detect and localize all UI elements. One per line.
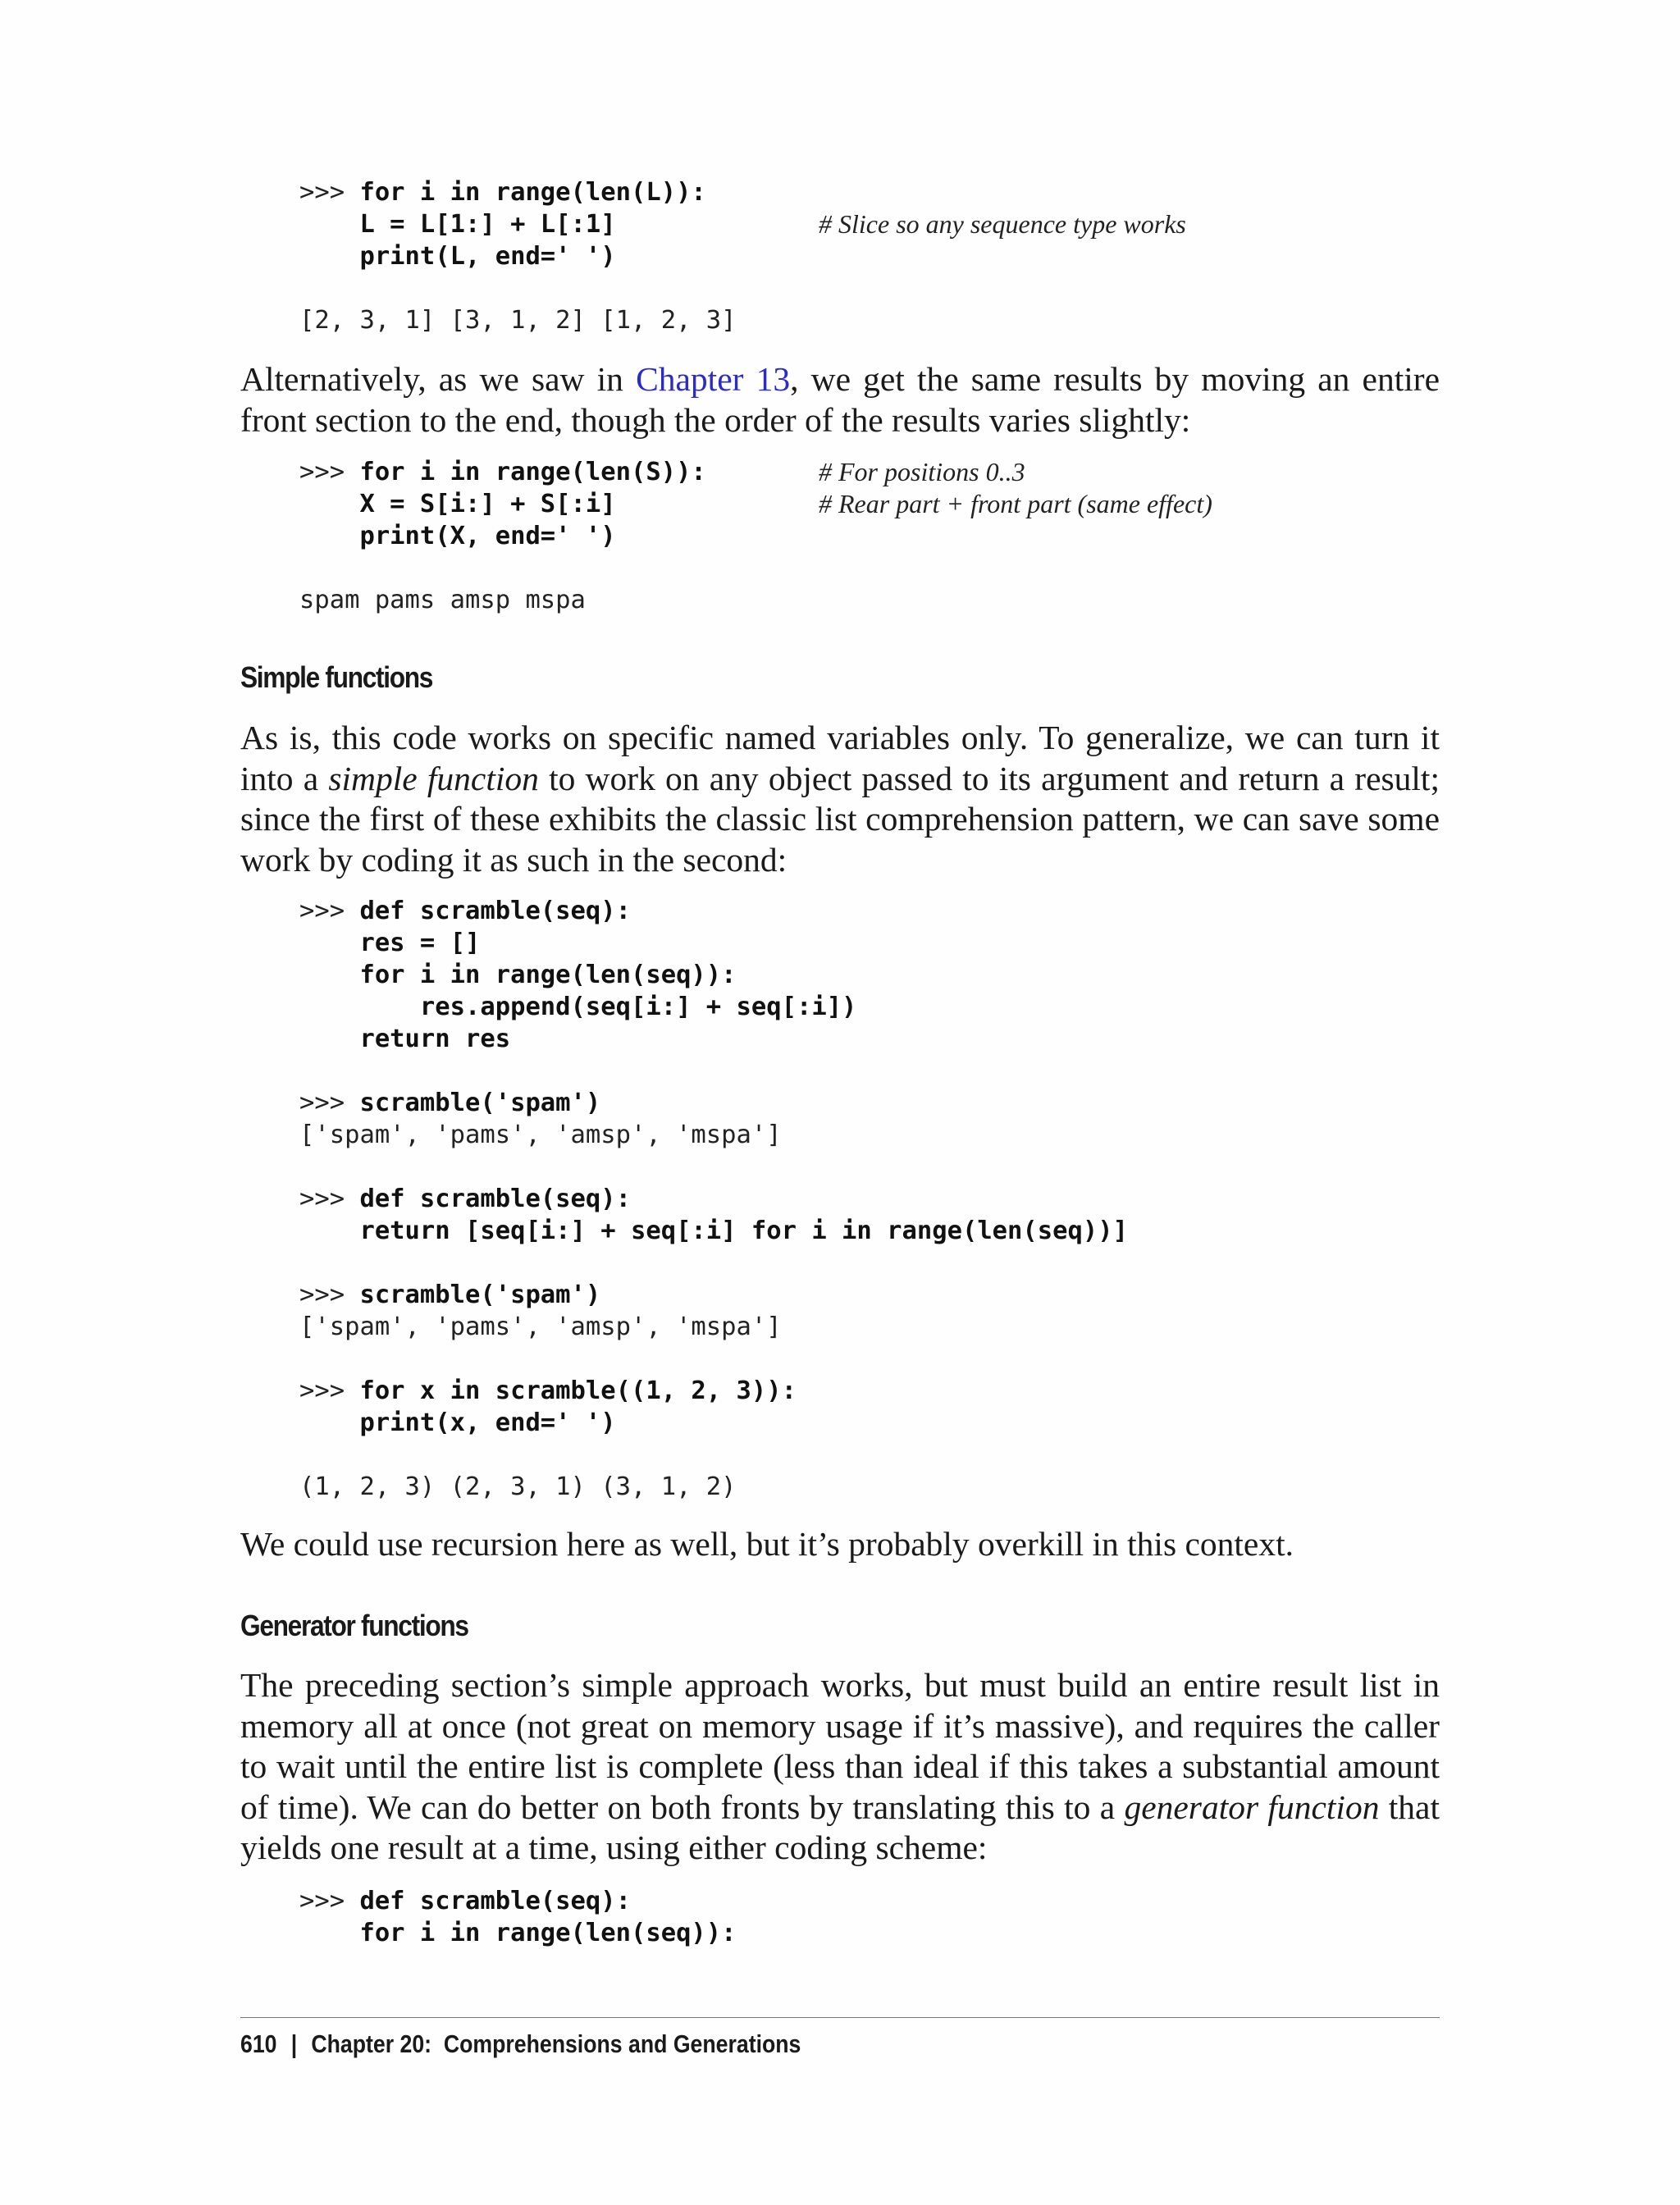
paragraph-text: to work on any object passed to its argument and return a result; since the first of these exhibits the classic list comprehension pattern, we can save some work by coding it as such in the second: — [240, 759, 1440, 879]
code-line: print(X, end=' ') — [359, 522, 616, 550]
code-line: for i in range(len(S)): — [359, 458, 706, 486]
code-line: print(L, end=' ') — [359, 242, 616, 271]
paragraph-text: , we get the same results by moving an entire front section to the end, though the order of the results varies slightly: — [240, 360, 1440, 439]
code-prompt: >>> — [299, 1887, 360, 1915]
code-line: res.append(seq[i:] + seq[:i]) — [419, 993, 857, 1021]
section-heading: Simple functions — [240, 660, 433, 694]
code-line: for i in range(len(seq)): — [359, 961, 737, 989]
paragraph: We could use recursion here as well, but it’s probably overkill in this context. — [240, 1525, 1294, 1563]
code-output: [2, 3, 1] [3, 1, 2] [1, 2, 3] — [299, 306, 737, 335]
code-output: spam pams amsp mspa — [299, 586, 586, 614]
running-chapter-title: Chapter 20: Comprehensions and Generations — [311, 2029, 801, 2058]
code-block-slice-loop — [299, 176, 737, 336]
code-prompt: >>> — [299, 1089, 360, 1117]
code-line: for x in scramble((1, 2, 3)): — [359, 1376, 797, 1405]
code-block-rotate-loop — [299, 456, 706, 616]
code-prompt: >>> — [299, 1185, 360, 1213]
code-comment: # For positions 0..3 — [819, 457, 1025, 486]
paragraph — [240, 359, 1440, 441]
paragraph-text: that yields one result at a time, using either coding scheme: — [240, 1787, 1440, 1866]
code-line: def scramble(seq): — [359, 1185, 631, 1213]
code-prompt: >>> — [299, 897, 360, 925]
code-line: return res — [359, 1025, 511, 1053]
paragraph-text: As is, this code works on specific named variables only. To generalize, we can turn it into a — [240, 719, 1440, 797]
code-line: res = [] — [359, 929, 481, 957]
section-heading: Generator functions — [240, 1609, 468, 1642]
code-line: return [seq[i:] + seq[:i] for i in range(len(seq))] — [359, 1217, 1128, 1245]
code-line: def scramble(seq): — [359, 1887, 631, 1915]
code-prompt: >>> — [299, 178, 360, 207]
emphasis-text: generator function — [1124, 1787, 1380, 1826]
page-number: 610 — [240, 2029, 277, 2058]
code-block-generator — [299, 1885, 737, 1949]
code-prompt: >>> — [299, 1376, 360, 1405]
paragraph-text: The preceding section’s simple approach works, but must build an entire result list in memory all at once (not great on memory usage if it’s massive), and requires the caller to wait until the entire list is complete (less than ideal if this takes a substantial amount of time). We can do better on both fronts by translating this to a — [240, 1666, 1440, 1826]
paragraph — [240, 718, 1440, 880]
code-block-scramble — [299, 895, 1128, 1503]
code-output: (1, 2, 3) (2, 3, 1) (3, 1, 2) — [299, 1472, 737, 1501]
footer-rule — [240, 2017, 1440, 2018]
emphasis-text: simple function — [328, 759, 539, 797]
code-line: def scramble(seq): — [359, 897, 631, 925]
code-line: print(x, end=' ') — [359, 1408, 616, 1437]
code-line: L = L[1:] + L[:1] — [359, 210, 616, 239]
code-output: ['spam', 'pams', 'amsp', 'mspa'] — [299, 1312, 782, 1341]
code-line: X = S[i:] + S[:i] — [359, 490, 616, 518]
code-line: for i in range(len(seq)): — [359, 1919, 737, 1947]
chapter-13-link[interactable]: Chapter 13 — [636, 360, 791, 398]
footer-separator: | — [290, 2029, 298, 2058]
code-prompt: >>> — [299, 458, 360, 486]
code-output: ['spam', 'pams', 'amsp', 'mspa'] — [299, 1121, 782, 1149]
page-footer — [240, 2029, 801, 2059]
paragraph-text: Alternatively, as we saw in — [240, 360, 637, 398]
code-line: for i in range(len(L)): — [359, 178, 706, 207]
code-prompt: >>> — [299, 1281, 360, 1309]
code-comment: # Slice so any sequence type works — [819, 209, 1186, 239]
paragraph — [240, 1665, 1440, 1869]
code-line: scramble('spam') — [359, 1281, 601, 1309]
code-line: scramble('spam') — [359, 1089, 601, 1117]
code-comment: # Rear part + front part (same effect) — [819, 489, 1212, 518]
